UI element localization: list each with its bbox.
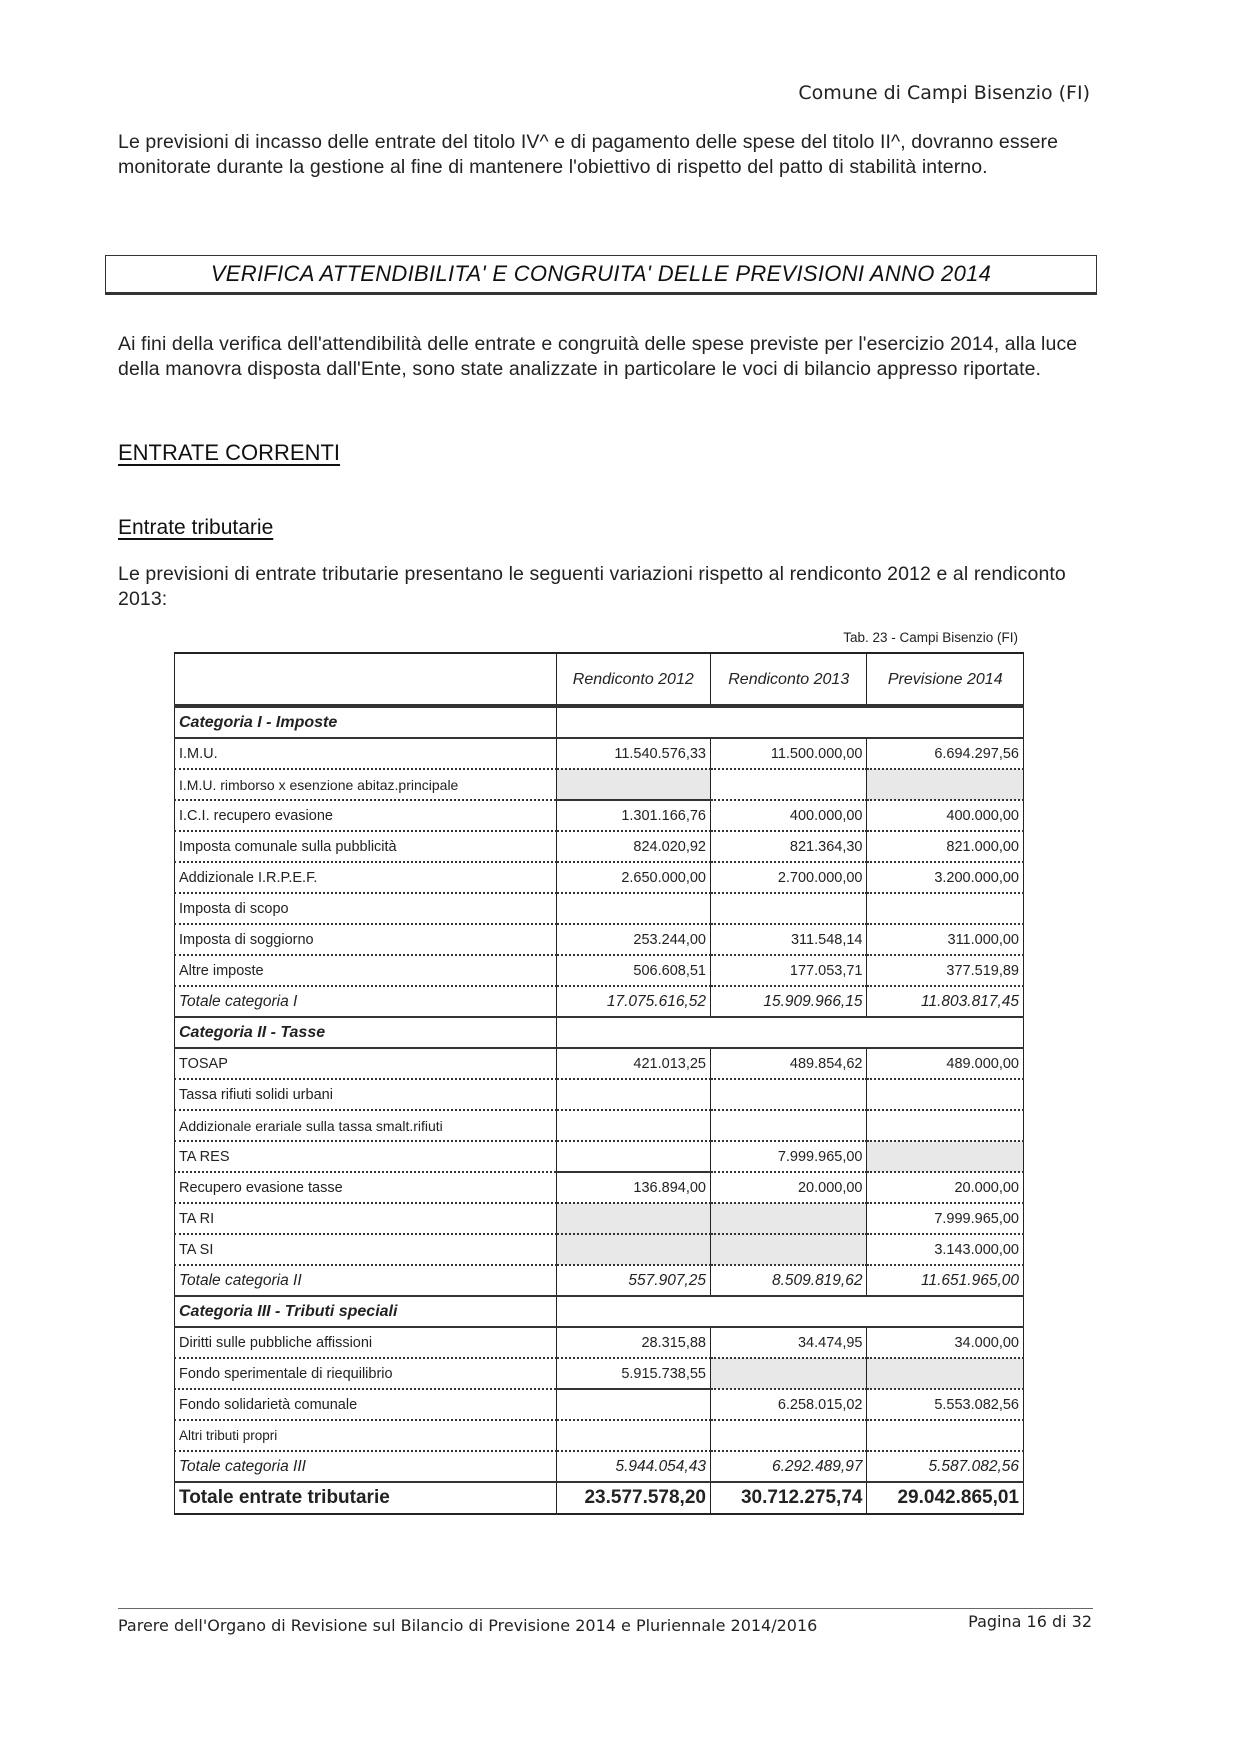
page-header-municipality: Comune di Campi Bisenzio (FI) <box>798 82 1090 104</box>
table-row: Fondo sperimentale di riequilibrio 5.915.738,55 <box>175 1358 1024 1389</box>
col-header-previsione-2014: Previsione 2014 <box>867 653 1024 706</box>
subtotal-row: Totale categoria III 5.944.054,43 6.292.489,97 5.587.082,56 <box>175 1451 1024 1482</box>
table-row: TA RES 7.999.965,00 <box>175 1141 1024 1172</box>
category-title: Categoria I - Imposte <box>175 706 557 738</box>
footer-divider <box>118 1608 1093 1609</box>
tributarie-paragraph: Le previsioni di entrate tributarie presentano le seguenti variazioni rispetto al rendiconto 2012 e al rendiconto 2013: <box>118 563 1066 610</box>
table-row: Addizionale erariale sulla tassa smalt.rifiuti <box>175 1110 1024 1141</box>
col-header-rendiconto-2012: Rendiconto 2012 <box>556 653 710 706</box>
table-row: Altri tributi propri <box>175 1420 1024 1451</box>
table-row: Tassa rifiuti solidi urbani <box>175 1079 1024 1110</box>
category-row <box>175 1017 1024 1048</box>
footer-title: Parere dell'Organo di Revisione sul Bilancio di Previsione 2014 e Pluriennale 2014/2016 <box>118 1616 818 1635</box>
section-title: VERIFICA ATTENDIBILITA' E CONGRUITA' DELLE PREVISIONI ANNO 2014 <box>210 261 992 286</box>
category-title: Categoria III - Tributi speciali <box>175 1296 557 1327</box>
intro-paragraph: Le previsioni di incasso delle entrate del titolo IV^ e di pagamento delle spese del titolo II^, dovranno essere monitorate durante la gestione al fine di mantenere l'obiettivo di rispetto del patto di stabilità interno. <box>118 131 1059 178</box>
table-row: Diritti sulle pubbliche affissioni 28.315,88 34.474,95 34.000,00 <box>175 1327 1024 1358</box>
table-row: TOSAP 421.013,25 489.854,62 489.000,00 <box>175 1048 1024 1079</box>
category-row <box>175 1296 1024 1327</box>
heading-entrate-tributarie: Entrate tributarie <box>118 516 274 539</box>
table-row: Addizionale I.R.P.E.F. 2.650.000,00 2.700.000,00 3.200.000,00 <box>175 862 1024 893</box>
table-row: TA RI 7.999.965,00 <box>175 1203 1024 1234</box>
table-row: I.M.U. 11.540.576,33 11.500.000,00 6.694.297,56 <box>175 738 1024 769</box>
table-caption: Tab. 23 - Campi Bisenzio (FI) <box>843 630 1018 645</box>
subtotal-row: Totale categoria II 557.907,25 8.509.819,62 11.651.965,00 <box>175 1265 1024 1296</box>
page-number: Pagina 16 di 32 <box>968 1612 1092 1631</box>
table-header-row <box>175 653 1024 706</box>
table-row: Imposta di soggiorno 253.244,00 311.548,14 311.000,00 <box>175 924 1024 955</box>
col-header-blank <box>175 653 557 706</box>
category-row <box>175 706 1024 738</box>
heading-entrate-correnti: ENTRATE CORRENTI <box>118 440 341 465</box>
section-title-box <box>105 255 1097 295</box>
grand-total-row: Totale entrate tributarie 23.577.578,20 30.712.275,74 29.042.865,01 <box>175 1482 1024 1514</box>
table-row: Fondo solidarietà comunale 6.258.015,02 5.553.082,56 <box>175 1389 1024 1420</box>
subtotal-row: Totale categoria I 17.075.616,52 15.909.966,15 11.803.817,45 <box>175 986 1024 1017</box>
table-row: Imposta di scopo <box>175 893 1024 924</box>
table-row: Imposta comunale sulla pubblicità 824.020,92 821.364,30 821.000,00 <box>175 831 1024 862</box>
table-row: TA SI 3.143.000,00 <box>175 1234 1024 1265</box>
category-title: Categoria II - Tasse <box>175 1017 557 1048</box>
col-header-rendiconto-2013: Rendiconto 2013 <box>710 653 867 706</box>
table-row: I.C.I. recupero evasione 1.301.166,76 400.000,00 400.000,00 <box>175 800 1024 831</box>
entrate-tributarie-table <box>174 652 1024 1515</box>
table-row: I.M.U. rimborso x esenzione abitaz.principale <box>175 769 1024 800</box>
table-row: Altre imposte 506.608,51 177.053,71 377.519,89 <box>175 955 1024 986</box>
table-row: Recupero evasione tasse 136.894,00 20.000,00 20.000,00 <box>175 1172 1024 1203</box>
verification-paragraph: Ai fini della verifica dell'attendibilità delle entrate e congruità delle spese previste per l'esercizio 2014, alla luce della manovra disposta dall'Ente, sono state analizzate in particolare le voci di bilancio appresso riportate. <box>118 333 1078 380</box>
